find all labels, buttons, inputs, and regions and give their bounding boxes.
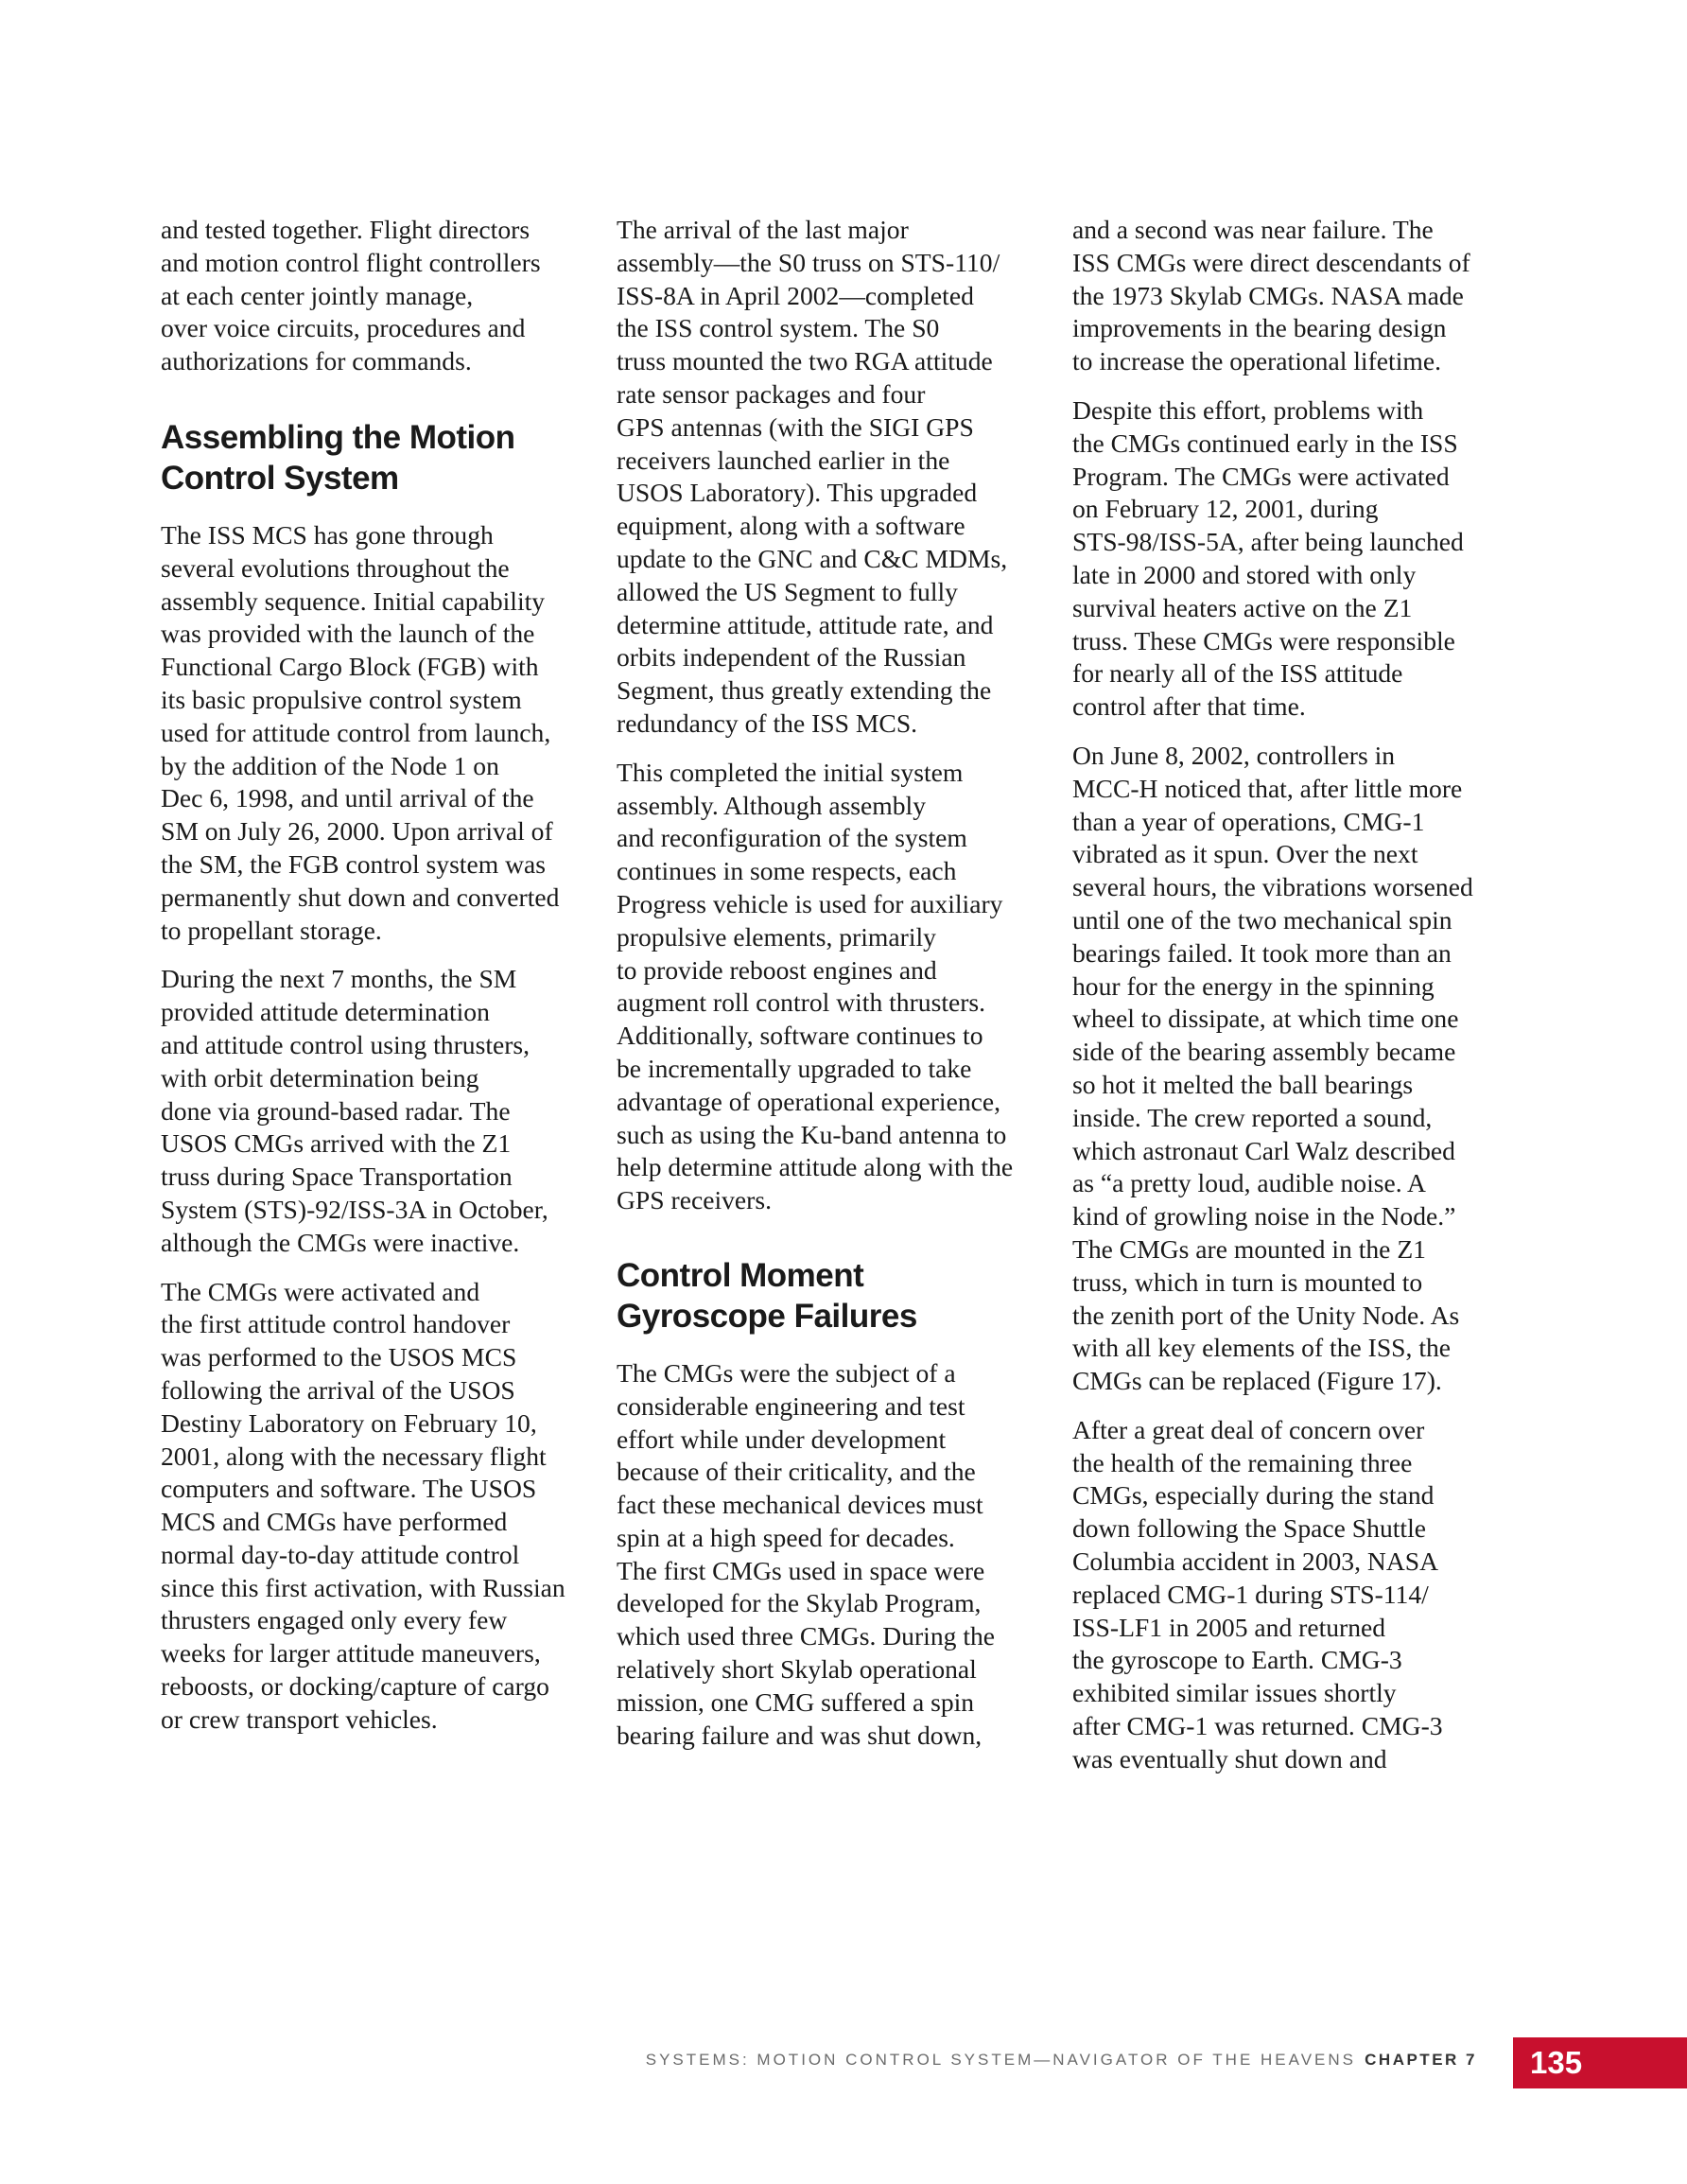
text-line: as “a pretty loud, audible noise. A [1072, 1168, 1426, 1198]
chapter-label: CHAPTER 7 [1365, 2051, 1477, 2069]
text-line: and attitude control using thrusters, [161, 1029, 530, 1059]
text-line: bearing failure and was shut down, [617, 1720, 983, 1750]
text-line: reboosts, or docking/capture of cargo [161, 1671, 549, 1702]
text-line: since this first activation, with Russian [161, 1572, 565, 1602]
text-line: was performed to the USOS MCS [161, 1342, 517, 1372]
text-line: Destiny Laboratory on February 10, [161, 1407, 537, 1438]
text-line: following the arrival of the USOS [161, 1374, 515, 1405]
body-paragraph [161, 214, 586, 378]
text-line: mission, one CMG suffered a spin [617, 1686, 975, 1717]
text-line: to propellant storage. [161, 915, 382, 945]
text-line: equipment, along with a software [617, 511, 965, 541]
text-line: truss. These CMGs were responsible [1072, 625, 1455, 655]
text-line: orbits independent of the Russian [617, 642, 966, 673]
text-line: developed for the Skylab Program, [617, 1588, 982, 1618]
body-paragraph [161, 1276, 586, 1737]
section-heading [161, 417, 586, 498]
body-paragraph [617, 214, 1044, 741]
text-line: by the addition of the Node 1 on [161, 750, 499, 780]
text-line: authorizations for commands. [161, 346, 472, 376]
body-paragraph [617, 757, 1044, 1217]
text-line: rate sensor packages and four [617, 378, 926, 409]
text-line: ISS-8A in April 2002—completed [617, 280, 974, 310]
text-line: considerable engineering and test [617, 1390, 965, 1421]
text-line: or crew transport vehicles. [161, 1704, 438, 1734]
body-paragraph [1072, 740, 1500, 1398]
text-line: assembly—the S0 truss on STS-110/ [617, 247, 1000, 277]
text-line: after CMG-1 was returned. CMG-3 [1072, 1711, 1443, 1741]
body-paragraph [1072, 1414, 1500, 1776]
text-line: On June 8, 2002, controllers in [1072, 740, 1396, 770]
heading-line: Control System [161, 459, 399, 497]
text-line: assembly sequence. Initial capability [161, 585, 546, 616]
text-line: was provided with the launch of the [161, 619, 535, 649]
text-line: and a second was near failure. The [1072, 215, 1434, 244]
text-line: The arrival of the last major [617, 215, 909, 244]
text-line: was eventually shut down and [1072, 1743, 1387, 1773]
text-line: the health of the remaining three [1072, 1447, 1413, 1477]
page-footer [0, 2037, 1687, 2088]
heading-line: Gyroscope Failures [617, 1297, 917, 1335]
text-line: MCC-H noticed that, after little more [1072, 773, 1463, 803]
text-line: augment roll control with thrusters. [617, 987, 986, 1018]
column-2 [617, 214, 1044, 1768]
text-line: wheel to dissipate, at which time one [1072, 1004, 1459, 1034]
text-line: although the CMGs were inactive. [161, 1227, 520, 1257]
text-line: weeks for larger attitude maneuvers, [161, 1638, 541, 1669]
body-paragraph [617, 1357, 1044, 1753]
text-line: replaced CMG-1 during STS-114/ [1072, 1579, 1429, 1609]
page-number: 135 [1530, 2045, 1583, 2080]
text-line: the SM, the FGB control system was [161, 848, 546, 879]
text-line: provided attitude determination [161, 997, 490, 1027]
text-line: on February 12, 2001, during [1072, 494, 1379, 524]
text-line: Functional Cargo Block (FGB) with [161, 652, 539, 682]
text-line: redundancy of the ISS MCS. [617, 708, 918, 738]
text-line: GPS receivers. [617, 1185, 772, 1215]
text-line: advantage of operational experience, [617, 1086, 1001, 1116]
text-line: 2001, along with the necessary flight [161, 1441, 547, 1471]
text-line: Despite this effort, problems with [1072, 394, 1424, 425]
page-number-tab [1513, 2037, 1687, 2088]
text-line: truss, which in turn is mounted to [1072, 1267, 1423, 1297]
text-line: MCS and CMGs have performed [161, 1507, 508, 1537]
text-line: ISS CMGs were direct descendants of [1072, 247, 1470, 277]
body-paragraph [1072, 394, 1500, 724]
text-line: The ISS MCS has gone through [161, 519, 494, 550]
text-line: late in 2000 and stored with only [1072, 559, 1417, 589]
text-line: over voice circuits, procedures and [161, 313, 526, 343]
heading-line: Assembling the Motion [161, 418, 515, 456]
text-line: several hours, the vibrations worsened [1072, 872, 1473, 902]
heading-line: Control Moment [617, 1256, 864, 1294]
text-line: and motion control flight controllers [161, 247, 541, 277]
column-3 [1072, 214, 1500, 1792]
text-line: permanently shut down and converted [161, 882, 560, 912]
text-line: This completed the initial system [617, 757, 964, 787]
text-line: truss during Space Transportation [161, 1162, 513, 1192]
text-line: which used three CMGs. During the [617, 1621, 996, 1651]
text-line: to provide reboost engines and [617, 954, 937, 985]
text-line: its basic propulsive control system [161, 684, 522, 714]
text-line: done via ground-based radar. The [161, 1095, 511, 1126]
text-line: continues in some respects, each [617, 856, 957, 886]
text-line: used for attitude control from launch, [161, 717, 551, 747]
text-line: kind of growling noise in the Node.” [1072, 1201, 1456, 1232]
text-line: exhibited similar issues shortly [1072, 1678, 1397, 1708]
text-line: the zenith port of the Unity Node. As [1072, 1300, 1460, 1330]
text-line: STS-98/ISS-5A, after being launched [1072, 527, 1464, 557]
text-line: Additionally, software continues to [617, 1021, 983, 1051]
text-line: thrusters engaged only every few [161, 1605, 508, 1635]
text-line: SM on July 26, 2000. Upon arrival of [161, 816, 553, 847]
text-line: hour for the energy in the spinning [1072, 970, 1435, 1001]
text-line: During the next 7 months, the SM [161, 964, 517, 994]
text-line: spin at a high speed for decades. [617, 1522, 955, 1552]
text-line: be incrementally upgraded to take [617, 1053, 972, 1083]
text-line: which astronaut Carl Walz described [1072, 1135, 1455, 1165]
text-line: Columbia accident in 2003, NASA [1072, 1546, 1439, 1577]
section-heading [617, 1255, 1044, 1337]
text-line: truss mounted the two RGA attitude [617, 346, 993, 376]
text-line: improvements in the bearing design [1072, 313, 1447, 343]
text-line: ISS-LF1 in 2005 and returned [1072, 1612, 1386, 1642]
text-line: than a year of operations, CMG-1 [1072, 806, 1425, 836]
text-line: Program. The CMGs were activated [1072, 461, 1450, 491]
text-line: with all key elements of the ISS, the [1072, 1333, 1452, 1363]
text-line: effort while under development [617, 1424, 947, 1454]
text-line: Progress vehicle is used for auxiliary [617, 888, 1003, 918]
text-line: the CMGs continued early in the ISS [1072, 428, 1458, 458]
text-line: GPS antennas (with the SIGI GPS [617, 411, 974, 442]
text-line: USOS Laboratory). This upgraded [617, 478, 978, 508]
text-line: assembly. Although assembly [617, 790, 927, 820]
text-line: relatively short Skylab operational [617, 1654, 977, 1685]
text-line: The first CMGs used in space were [617, 1555, 985, 1585]
text-line: to increase the operational lifetime. [1072, 346, 1441, 376]
text-line: at each center jointly manage, [161, 280, 474, 310]
text-line: The CMGs were the subject of a [617, 1357, 956, 1388]
text-line: the gyroscope to Earth. CMG-3 [1072, 1645, 1402, 1675]
text-line: receivers launched earlier in the [617, 445, 950, 475]
text-line: The CMGs were activated and [161, 1276, 480, 1306]
text-line: several evolutions throughout the [161, 552, 510, 583]
body-paragraph [1072, 214, 1500, 378]
text-line: USOS CMGs arrived with the Z1 [161, 1128, 512, 1159]
text-line: allowed the US Segment to fully [617, 576, 958, 606]
text-line: CMGs, especially during the stand [1072, 1480, 1435, 1511]
text-line: for nearly all of the ISS attitude [1072, 658, 1403, 689]
body-paragraph [161, 519, 586, 947]
text-line: update to the GNC and C&C MDMs, [617, 543, 1008, 573]
text-line: so hot it melted the ball bearings [1072, 1069, 1414, 1099]
text-line: such as using the Ku-band antenna to [617, 1119, 1007, 1149]
text-line: the 1973 Skylab CMGs. NASA made [1072, 280, 1464, 310]
text-line: computers and software. The USOS [161, 1474, 537, 1504]
text-line: determine attitude, attitude rate, and [617, 609, 994, 639]
text-line: System (STS)-92/ISS-3A in October, [161, 1194, 548, 1224]
running-title: SYSTEMS: MOTION CONTROL SYSTEM—NAVIGATOR OF THE HEAVENS [645, 2051, 1356, 2069]
text-line: down following the Space Shuttle [1072, 1513, 1426, 1544]
text-line: help determine attitude along with the [617, 1152, 1014, 1182]
text-line: Segment, thus greatly extending the [617, 675, 992, 706]
text-line: the ISS control system. The S0 [617, 313, 940, 343]
text-line: normal day-to-day attitude control [161, 1539, 520, 1569]
text-line: and tested together. Flight directors [161, 215, 530, 244]
text-line: CMGs can be replaced (Figure 17). [1072, 1366, 1442, 1396]
column-1 [161, 214, 586, 1753]
text-line: because of their criticality, and the [617, 1457, 976, 1487]
text-line: survival heaters active on the Z1 [1072, 592, 1413, 622]
text-line: vibrated as it spun. Over the next [1072, 839, 1418, 869]
text-line: Dec 6, 1998, and until arrival of the [161, 783, 534, 813]
text-line: fact these mechanical devices must [617, 1490, 983, 1520]
text-line: and reconfiguration of the system [617, 823, 967, 853]
text-line: side of the bearing assembly became [1072, 1037, 1456, 1067]
text-line: control after that time. [1072, 691, 1306, 722]
text-line: the first attitude control handover [161, 1309, 511, 1339]
body-paragraph [161, 963, 586, 1259]
text-line: After a great deal of concern over [1072, 1414, 1425, 1444]
text-line: The CMGs are mounted in the Z1 [1072, 1233, 1426, 1264]
text-line: inside. The crew reported a sound, [1072, 1102, 1433, 1132]
text-line: bearings failed. It took more than an [1072, 937, 1452, 968]
text-line: propulsive elements, primarily [617, 921, 936, 952]
text-line: until one of the two mechanical spin [1072, 904, 1452, 935]
text-line: with orbit determination being [161, 1062, 479, 1092]
